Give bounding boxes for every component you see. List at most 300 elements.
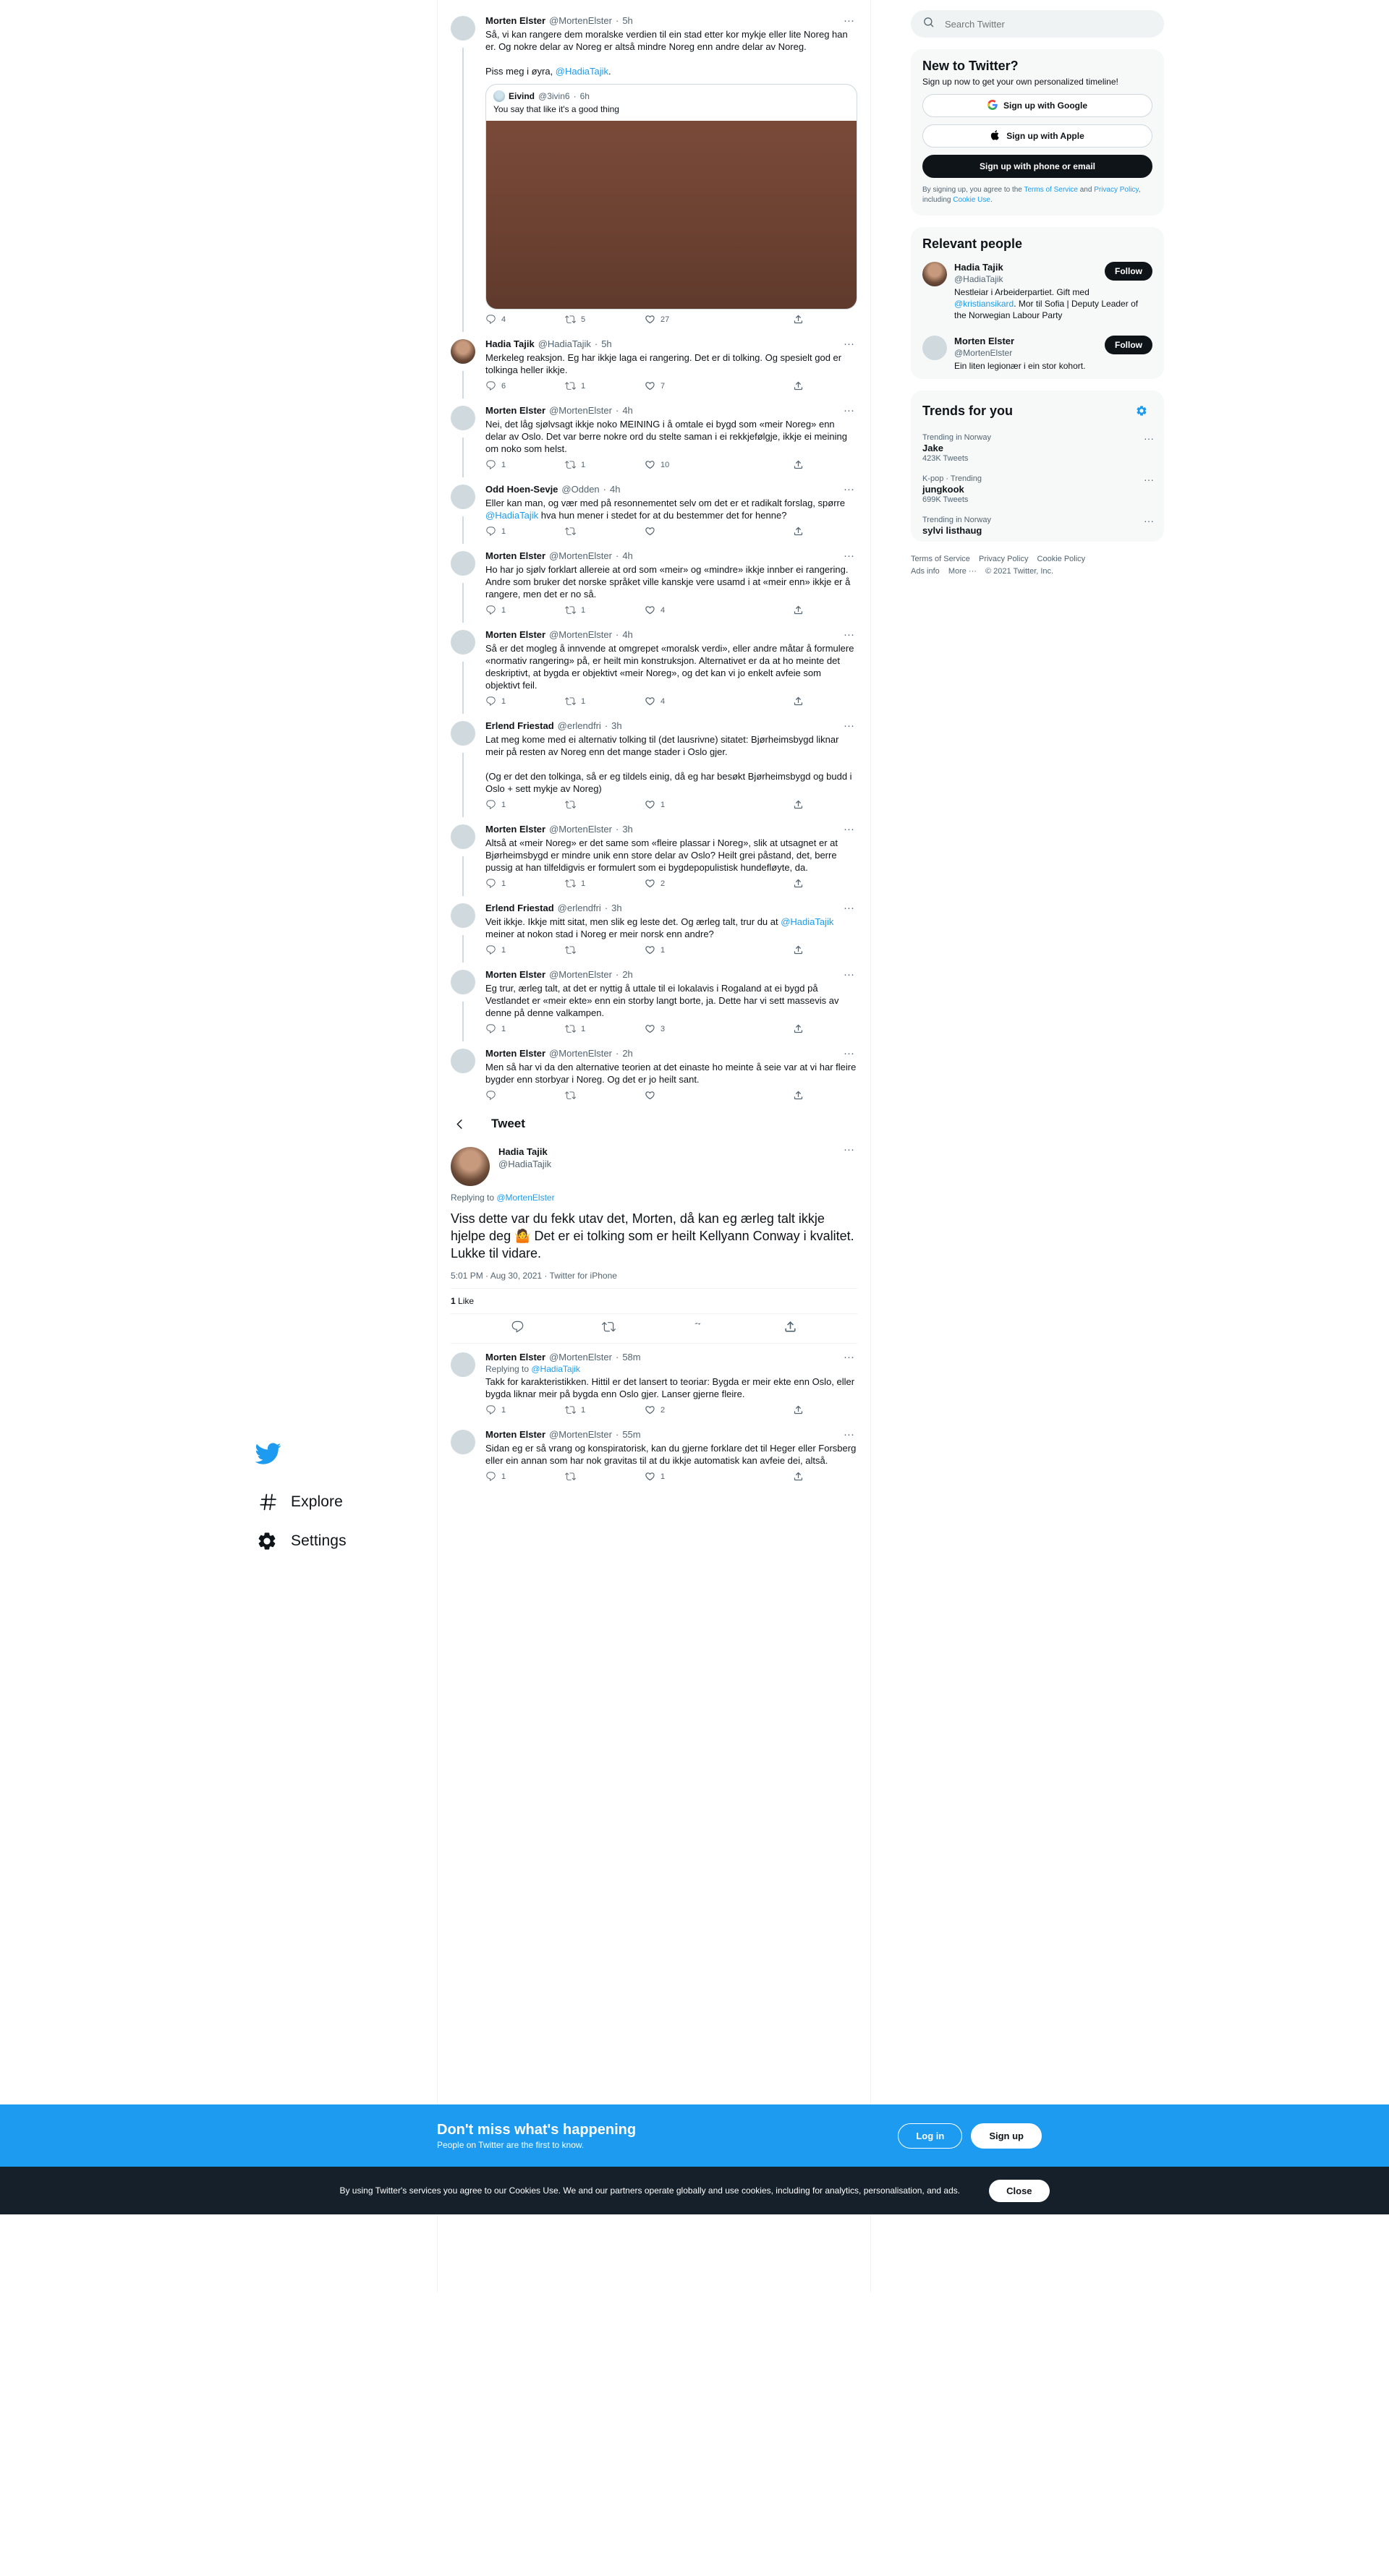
tweet[interactable]: [438, 895, 870, 961]
more-options-icon[interactable]: ···: [844, 901, 854, 914]
like-count: 2: [660, 1405, 666, 1415]
retweet-button[interactable]: [565, 380, 645, 391]
like-button[interactable]: [645, 1471, 724, 1482]
thread-connector: [462, 856, 464, 896]
signup-email-button[interactable]: [922, 155, 1152, 178]
signup-google-label: Sign up with Google: [1003, 101, 1087, 111]
retweet-count: 1: [581, 879, 586, 888]
separator-dot: ·: [615, 629, 619, 640]
quoted-tweet-text: You say that like it's a good thing: [493, 104, 619, 114]
author-name: Morten Elster: [485, 405, 546, 416]
reply-count: 1: [501, 1472, 506, 1481]
tweet[interactable]: [438, 621, 870, 712]
relevant-people-title: Relevant people: [922, 236, 1023, 251]
tweet-header: [485, 823, 857, 835]
author-handle: @MortenElster: [549, 629, 612, 640]
mention-link[interactable]: @HadiaTajik: [555, 66, 608, 77]
like-count: 10: [660, 460, 670, 469]
author-name: Morten Elster: [485, 824, 546, 835]
tweet-text: Merkeleg reaksjon. Eg har ikkje laga ei rangering. Det er di tolking. Og spesielt god er tolkinga heller ikkje.: [485, 352, 844, 375]
like-button[interactable]: [645, 380, 724, 391]
like-button[interactable]: [645, 459, 724, 470]
terms-of-service-link[interactable]: Terms of Service: [1024, 186, 1078, 194]
more-options-icon[interactable]: ···: [844, 628, 854, 641]
tweet-header: [485, 720, 857, 732]
person-name: Morten Elster: [954, 336, 1015, 346]
sidebar-item-settings[interactable]: [246, 1522, 357, 1561]
retweet-button[interactable]: [565, 459, 645, 470]
avatar[interactable]: [451, 1147, 490, 1186]
reply-count: 1: [501, 696, 506, 706]
retweet-count: 1: [581, 381, 586, 391]
footer-links: [911, 553, 1171, 578]
trend-item[interactable]: [911, 427, 1164, 469]
like-button[interactable]: [645, 314, 724, 325]
retweet-button[interactable]: [565, 696, 645, 707]
like-count: 1: [660, 1472, 666, 1481]
tweet-text: Takk for karakteristikken. Hittil er det lansert to teoriar: Bygda er meir ekte enn Oslo, eller bygda liknar meir på bygda enn Oslo gjer. Lanser gjerne fleire.: [485, 1376, 857, 1399]
tweet-header: [485, 1047, 857, 1059]
share-button[interactable]: [793, 944, 804, 955]
retweet-button[interactable]: [565, 944, 645, 955]
person-bio: Nestleiar i Arbeiderpartiet. Gift med @kristiansikard. Mor til Sofia | Deputy Leader of the Norwegian Labour Party: [954, 287, 1139, 320]
like-count: 1: [660, 800, 666, 809]
like-button[interactable]: [645, 799, 724, 810]
quoted-tweet[interactable]: [485, 84, 857, 310]
retweet-button[interactable]: [565, 605, 645, 615]
like-count: 4: [660, 605, 666, 615]
privacy-policy-link[interactable]: Privacy Policy: [1094, 186, 1139, 194]
retweet-button[interactable]: [565, 1404, 645, 1415]
gear-icon[interactable]: [1131, 400, 1152, 422]
retweet-button[interactable]: [565, 1023, 645, 1034]
column-divider: [437, 2214, 438, 2245]
sidebar-item-label: Explore: [291, 1493, 343, 1510]
like-button[interactable]: [645, 878, 724, 889]
separator-dot: ·: [615, 405, 619, 416]
tweet-timestamp: 5:01 PM · Aug 30, 2021 · Twitter for iPhone: [451, 1271, 617, 1281]
thread-connector: [462, 438, 464, 477]
reply-count: 1: [501, 460, 506, 469]
more-options-icon[interactable]: ···: [844, 968, 854, 981]
cta-title: Don't miss what's happening: [437, 2121, 637, 2138]
thread-connector: [462, 371, 464, 398]
avatar[interactable]: [451, 824, 475, 849]
thread-connector: [462, 583, 464, 623]
replying-to: Replying to @HadiaTajik: [485, 1364, 580, 1374]
retweet-count: 1: [581, 605, 586, 615]
tweet-text: Ho har jo sjølv forklart allereie at ord som «meir» og «mindre» ikkje innber ei rangering. Andre som bruker det norske språket ville kanskje vere usamd i at «meir enn» ikkje er å rangere, men det er no så.: [485, 564, 853, 600]
retweet-count: 1: [581, 1024, 586, 1033]
avatar[interactable]: [922, 336, 947, 360]
tweet[interactable]: [438, 816, 870, 895]
footer-ads-link[interactable]: Ads info: [911, 567, 940, 576]
author-name: Hadia Tajik: [498, 1146, 548, 1157]
avatar[interactable]: [451, 406, 475, 430]
tweet-header: [485, 483, 857, 495]
signup-google-button[interactable]: [922, 94, 1152, 117]
relevant-person[interactable]: [911, 255, 1164, 328]
reply-count: 1: [501, 945, 506, 955]
new-to-twitter-title: New to Twitter?: [922, 59, 1019, 73]
retweet-count: 1: [581, 1405, 586, 1415]
share-button[interactable]: [793, 696, 804, 707]
retweet-button[interactable]: [565, 878, 645, 889]
tweet-header: [485, 968, 857, 981]
trend-count: 423K Tweets: [922, 454, 969, 463]
tweet-text: Viss dette var du fekk utav det, Morten, då kan eg ærleg talt ikkje hjelpe deg 🤷 Det er ei tolking som er heilt Kellyann Conway i kvalitet. Lukke til vidare.: [451, 1211, 854, 1261]
thread-connector: [462, 662, 464, 714]
author-name: Morten Elster: [485, 15, 546, 26]
separator-dot: ·: [604, 720, 608, 731]
center-column: [437, 0, 871, 2293]
share-button[interactable]: [793, 878, 804, 889]
tweet-text: Så er det mogleg å innvende at omgrepet «moralsk verdi», eller andre måtar å formulere «normativ rangering» på, er heilt min konstruksjon. Alternativet er da at ho meinte det deskriptivt, at bygda er objektivt «meir Noreg», og det kan vi jo enkelt avfeie som objektivt feil.: [485, 643, 857, 691]
cookie-banner: [0, 2167, 1389, 2214]
avatar[interactable]: [451, 485, 475, 509]
page-title: Tweet: [491, 1117, 525, 1130]
like-label: Like: [458, 1296, 475, 1306]
replying-to-handle[interactable]: @HadiaTajik: [531, 1364, 580, 1374]
more-options-icon[interactable]: ···: [1144, 515, 1154, 526]
gear-icon: [256, 1530, 278, 1552]
timestamp: 5h: [601, 338, 612, 349]
avatar[interactable]: [451, 16, 475, 40]
share-button[interactable]: [793, 314, 804, 325]
trend-name: Jake: [922, 443, 943, 453]
separator-dot: ·: [615, 824, 619, 835]
tweet-text: Men så har vi da den alternative teorien at det einaste ho meinte å seie var at vi har fleire bygder enn storbyar i Noreg. Og det er jo heilt sant.: [485, 1062, 859, 1085]
footer-privacy-link[interactable]: Privacy Policy: [978, 555, 1029, 563]
search-section: [911, 10, 1389, 38]
avatar[interactable]: [451, 1049, 475, 1073]
more-options-icon[interactable]: ···: [844, 549, 854, 562]
retweet-button[interactable]: [565, 1471, 645, 1482]
mention-link[interactable]: @kristiansikard: [954, 299, 1014, 309]
separator-dot: ·: [594, 338, 598, 349]
twitter-bird-icon[interactable]: [246, 1432, 289, 1475]
tweet-text: Lat meg kome med ei alternativ tolking til (det lausrivne) sitatet: Bjørheimsbygd liknar meir på resten av Noreg enn det mange stader i Oslo gjer. (Og er det den tolkinga, så er eg tildels einig, då eg har besøkt Bjørheimsbygd og budd i Oslo + sett mykje av Noreg): [485, 734, 855, 794]
more-options-icon[interactable]: ···: [844, 337, 854, 350]
trend-count: 699K Tweets: [922, 495, 969, 504]
trends-card: [911, 391, 1164, 542]
follow-button[interactable]: Follow: [1105, 262, 1152, 281]
more-options-icon[interactable]: ···: [844, 822, 854, 835]
relevant-people-card: [911, 227, 1164, 379]
more-options-icon[interactable]: ···: [844, 1143, 854, 1156]
timestamp: 3h: [611, 903, 622, 913]
reply-button[interactable]: [485, 1471, 565, 1482]
author-handle: @HadiaTajik: [538, 338, 591, 349]
timestamp: 4h: [610, 484, 621, 495]
tweet-text: Eller kan man, og vær med på resonnementet selv om det er et radikalt forslag, spørre @HadiaTajik hva hun mener i stedet for at du bestemmer det for henne?: [485, 498, 848, 521]
timestamp: 6h: [579, 91, 590, 101]
author-handle: @erlendfri: [557, 903, 601, 913]
retweet-count: 1: [581, 460, 586, 469]
timestamp: 4h: [622, 550, 633, 561]
google-icon: [987, 100, 998, 112]
reply-button[interactable]: [485, 526, 565, 537]
thread-connector: [462, 935, 464, 963]
hashtag-icon: [256, 1491, 278, 1513]
share-button[interactable]: [793, 380, 804, 391]
more-options-icon[interactable]: ···: [844, 14, 854, 27]
reply-button[interactable]: [485, 878, 565, 889]
cookie-close-button[interactable]: Close: [989, 2180, 1049, 2202]
reply-button[interactable]: [485, 1404, 565, 1415]
timestamp: 2h: [622, 1048, 633, 1059]
thread-list: [438, 0, 870, 1106]
like-button[interactable]: [645, 605, 724, 615]
trends-title: Trends for you: [922, 403, 1014, 418]
more-options-icon[interactable]: ···: [844, 1046, 854, 1059]
avatar[interactable]: [451, 903, 475, 928]
tweet[interactable]: [438, 330, 870, 397]
more-options-icon[interactable]: ···: [1144, 432, 1154, 444]
sidebar-item-label: Settings: [291, 1532, 347, 1549]
footer-more-link[interactable]: More ···: [948, 567, 977, 576]
separator-dot: ·: [615, 1048, 619, 1059]
replying-to: [451, 1193, 857, 1203]
tweet-actions: [485, 380, 804, 391]
more-options-icon[interactable]: ···: [1144, 474, 1154, 485]
like-count: 7: [660, 381, 666, 391]
separator-dot: ·: [615, 15, 619, 26]
tweet-text: Eg trur, ærleg talt, at det er nyttig å uttale til ei lokalavis i Rogaland at ei bygd på Vestlandet er «meir ekte» enn ein storby langt borte, ja. Dette har vi sett massevis av denne på denne valkampen.: [485, 983, 842, 1018]
tweet-text: Nei, det låg sjølvsagt ikkje noko MEINING i å omtale ei bygd som «meir Noreg» enn delar av Oslo. Det var berre nokre ord du stelte saman i ei rekkjefølgje, ikkje ei meining om noko som helst.: [485, 419, 850, 454]
signup-terms: By signing up, you agree to the Terms of Service and Privacy Policy, including Cookie Use.: [922, 186, 1141, 204]
more-options-icon[interactable]: ···: [844, 1428, 854, 1441]
thread-connector: [462, 516, 464, 544]
share-button[interactable]: [793, 459, 804, 470]
timestamp: 3h: [622, 824, 633, 835]
author-name: Erlend Friestad: [485, 903, 554, 913]
tweet[interactable]: [438, 476, 870, 542]
reply-count: 1: [501, 1024, 506, 1033]
signup-apple-button[interactable]: [922, 124, 1152, 148]
retweet-count: 5: [581, 315, 586, 324]
signup-cta-banner: [0, 2104, 1389, 2167]
tweet-actions: [485, 1471, 804, 1482]
timestamp: 55m: [622, 1429, 641, 1440]
tweet-text: Veit ikkje. Ikkje mitt sitat, men slik eg leste det. Og ærleg talt, trur du at @HadiaTajik meiner at nokon stad i Noreg er meir norsk enn andre?: [485, 916, 837, 939]
signup-button[interactable]: Sign up: [971, 2123, 1042, 2149]
footer-terms-link[interactable]: Terms of Service: [911, 555, 970, 563]
person-handle: @MortenElster: [954, 348, 1013, 358]
separator-dot: ·: [615, 1352, 619, 1362]
left-nav: [246, 1432, 420, 1561]
tweet-actions: [485, 944, 804, 955]
avatar[interactable]: [451, 551, 475, 576]
like-count: 2: [660, 879, 666, 888]
tweet-detail-author: [451, 1143, 857, 1186]
more-options-icon[interactable]: ···: [844, 482, 854, 495]
tweet-header: [485, 550, 857, 562]
quoted-tweet-header: [486, 85, 857, 102]
search-box[interactable]: [911, 10, 1164, 38]
separator-dot: ·: [615, 969, 619, 980]
tweet[interactable]: [438, 712, 870, 816]
reply-count: 1: [501, 605, 506, 615]
relevant-person[interactable]: [911, 328, 1164, 379]
share-button[interactable]: [793, 1404, 804, 1415]
like-count: 1: [451, 1296, 456, 1306]
share-button[interactable]: [793, 605, 804, 615]
like-button[interactable]: [645, 1404, 724, 1415]
timestamp: 5h: [622, 15, 633, 26]
person-bio: Ein liten legionær i ein stor kohort.: [954, 361, 1086, 371]
timestamp: 58m: [622, 1352, 641, 1362]
thread-connector: [462, 753, 464, 817]
new-to-twitter-subtitle: Sign up now to get your own personalized timeline!: [922, 77, 1118, 87]
tweet-text: Så, vi kan rangere dem moralske verdien til ein stad etter kor mykje eller lite Noreg han er. Og nokre delar av Noreg er altså mindre Noreg enn andre delar av Noreg. Piss meg i øyra, @HadiaTajik.: [485, 29, 851, 77]
share-button[interactable]: [793, 526, 804, 537]
quoted-author-handle: @3ivin6: [538, 91, 570, 101]
reply-button[interactable]: [485, 314, 565, 325]
author-name: Morten Elster: [485, 1352, 546, 1362]
reply-count: 6: [501, 381, 506, 391]
author-handle: @MortenElster: [549, 824, 612, 835]
reply-count: 1: [501, 800, 506, 809]
trend-item[interactable]: [911, 469, 1164, 510]
tweet[interactable]: [438, 961, 870, 1040]
footer-cookie-link[interactable]: Cookie Policy: [1037, 555, 1086, 563]
author-name: Morten Elster: [485, 629, 546, 640]
more-options-icon[interactable]: ···: [844, 719, 854, 732]
sidebar-item-explore[interactable]: [246, 1483, 353, 1522]
tweet-text: Altså at «meir Noreg» er det same som «fleire plassar i Noreg», slik at utsagnet er at Bjørheimsbygd er mindre unik enn store delar av Oslo? Heilt grei påstand, det, berre pussig at han tilfeldigvis er formulert som ei bygdepopulistisk hundefløyte, da.: [485, 837, 841, 873]
login-button[interactable]: Log in: [898, 2123, 962, 2149]
footer-copyright: © 2021 Twitter, Inc.: [985, 567, 1054, 576]
author-handle: @MortenElster: [549, 1429, 612, 1440]
reply-count: 4: [501, 315, 506, 324]
trend-category: Trending in Norway: [922, 516, 991, 524]
mention-link[interactable]: @HadiaTajik: [781, 916, 834, 927]
search-input[interactable]: [943, 18, 1152, 30]
reply-button[interactable]: [485, 459, 565, 470]
replying-to-prefix: Replying to: [451, 1193, 497, 1203]
tweet-actions: [485, 605, 804, 615]
trend-item[interactable]: [911, 510, 1164, 542]
reply-button[interactable]: [485, 799, 565, 810]
tweet[interactable]: [438, 397, 870, 476]
like-count: 27: [660, 315, 670, 324]
more-options-icon[interactable]: ···: [844, 1350, 854, 1363]
tweet[interactable]: [438, 1040, 870, 1106]
like-button[interactable]: [645, 526, 724, 537]
avatar[interactable]: [451, 339, 475, 364]
like-button[interactable]: [645, 944, 724, 955]
share-button[interactable]: [793, 799, 804, 810]
like-button[interactable]: [645, 1090, 724, 1101]
follow-button[interactable]: Follow: [1105, 336, 1152, 354]
retweet-button[interactable]: [565, 314, 645, 325]
signup-email-label: Sign up with phone or email: [979, 161, 1095, 171]
left-column: [0, 0, 437, 2293]
like-icon[interactable]: [692, 1320, 706, 1337]
reply-button[interactable]: [485, 380, 565, 391]
retweet-count: 1: [581, 696, 586, 706]
tweet-header: [485, 14, 857, 27]
tweet-actions: [485, 526, 804, 537]
search-icon: [923, 17, 935, 32]
share-button[interactable]: [793, 1090, 804, 1101]
reply-button[interactable]: [485, 944, 565, 955]
tweet-actions: [485, 459, 804, 470]
cookie-use-link[interactable]: Cookie Use: [953, 196, 990, 204]
timestamp: 3h: [611, 720, 622, 731]
separator-dot: ·: [603, 484, 606, 495]
share-icon[interactable]: [783, 1320, 797, 1337]
tweet-header: [485, 338, 857, 350]
avatar[interactable]: [451, 1352, 475, 1377]
right-column: [871, 0, 1389, 2293]
avatar[interactable]: [451, 970, 475, 994]
tweet[interactable]: [438, 542, 870, 621]
tweet-actions: [485, 878, 804, 889]
tweet-header: [485, 404, 857, 417]
reply-button[interactable]: [485, 605, 565, 615]
thread-connector: [462, 1002, 464, 1041]
reply-button[interactable]: [485, 696, 565, 707]
reply-icon[interactable]: [511, 1320, 524, 1337]
author-name: Morten Elster: [485, 550, 546, 561]
cta-subtitle: People on Twitter are the first to know.: [437, 2139, 585, 2150]
avatar[interactable]: [922, 262, 947, 286]
cookie-text: By using Twitter's services you agree to our Cookies Use. We and our partners operate globally and use cookies, including for analytics, personalisation, and ads.: [339, 2185, 961, 2196]
person-handle: @HadiaTajik: [954, 274, 1003, 284]
share-button[interactable]: [793, 1023, 804, 1034]
person-name: Hadia Tajik: [954, 262, 1003, 273]
like-button[interactable]: [645, 696, 724, 707]
tweet-actions: [485, 314, 804, 325]
avatar[interactable]: [451, 1430, 475, 1454]
retweet-button[interactable]: [565, 526, 645, 537]
apple-icon: [990, 130, 1001, 142]
like-count: 4: [660, 696, 666, 706]
timestamp: 2h: [622, 969, 633, 980]
tweet-detail: [438, 1141, 870, 1344]
reply-count: 1: [501, 526, 506, 536]
separator-dot: ·: [615, 1429, 619, 1440]
like-button[interactable]: [645, 1023, 724, 1034]
back-icon[interactable]: [449, 1113, 471, 1135]
tweet[interactable]: [438, 1344, 870, 1421]
separator-dot: ·: [615, 550, 619, 561]
retweet-icon[interactable]: [602, 1320, 616, 1337]
share-button[interactable]: [793, 1471, 804, 1482]
avatar[interactable]: [451, 630, 475, 654]
reply-count: 1: [501, 1405, 506, 1415]
tweet-actions: [485, 1023, 804, 1034]
replying-to-handle[interactable]: @MortenElster: [496, 1193, 555, 1203]
avatar: [493, 90, 505, 102]
reply-count: 1: [501, 879, 506, 888]
reply-button[interactable]: [485, 1023, 565, 1034]
more-options-icon[interactable]: ···: [844, 404, 854, 417]
separator-dot: ·: [573, 91, 577, 101]
avatar[interactable]: [451, 721, 475, 746]
mention-link[interactable]: @HadiaTajik: [485, 510, 539, 521]
retweet-button[interactable]: [565, 1090, 645, 1101]
tweet[interactable]: [438, 1421, 870, 1488]
tweet-actions: [485, 696, 804, 707]
replies-list: [438, 1344, 870, 1488]
reply-button[interactable]: [485, 1090, 565, 1101]
retweet-button[interactable]: [565, 799, 645, 810]
tweet[interactable]: [438, 0, 870, 330]
author-handle: @erlendfri: [557, 720, 601, 731]
